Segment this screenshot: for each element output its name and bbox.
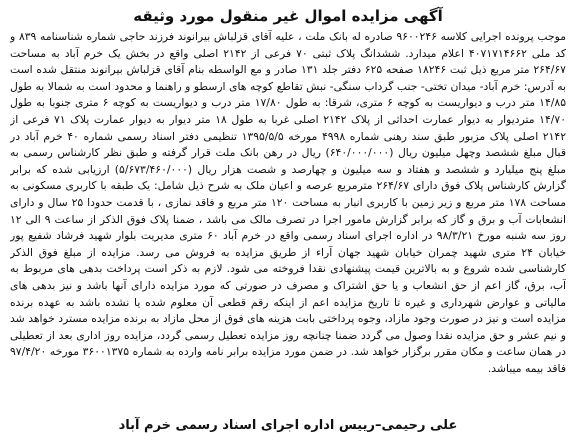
notice-paragraph: موجب پرونده اجرایی کلاسه ۹۶۰۰۲۴۶ صادره له بانک ملت ، علیه آقای قزلباش بیرانوند فرزند حاجی شماره شناسنامه ۸۳۹ و کد ملی ۴۰۷۱۷۱۴۶۶۲ اعلام میدارد. ششدانگ پلاک ثبتی ۷۰ فرعی از ۲۱۴۲ اصلی واقع در بخش یک خرم آباد به مساحت ۲۶۴/۶۷ متر مربع ذیل ثبت ۱۸۲۴۶ صفحه ۶۲۵ دفتر جلد ۱۳۱ صادر و مع الواسطه بنام آقای قزلباش بیرانوند منتقل شده است به آدرس: خرم آباد- میدان تختی- جنب گرداب سنگی- نبش تقاطع کوچه های ارسطو و راهنما و محدود است به شمالا به طول ۱۴/۸۵ متر درب و دیواریست به کوچه ۶ متری، شرقا: به طول ۱۷/۸۰ متر درب و دیواریست به کوچه ۶ متری جنوبا به طول ۱۴/۷۰ متردیوار به دیوار عمارت احداثی از پلاک ۲۱۴۲ اصلی غربا به طول ۱۸ متر دیوار به دیوار عمارت پلاک ۷۱ فرعی از ۲۱۴۲ اصلی پلاک مزبور طبق سند رهنی شماره ۴۹۹۸ مورخه ۱۳۹۵/۵/۵ تنظیمی دفتر اسناد رسمی شماره ۴۰ خرم آباد در قبال مبلغ ششصد وچهل میلیون ریال (۶۴۰/۰۰۰/۰۰۰) ریال در رهن بانک ملت قرار گرفته و طبق نظر کارشناس رسمی به مبلغ پنج میلیارد و ششصد و هفتاد و سه میلیون و چهارصد و شصت هزار ریال (۵/۶۷۳/۴۶۰/۰۰۰) ارزیابی شده که برابر گزارش کارشناس پلاک فوق دارای ۲۶۴/۶۷ مترمربع عرصه و اعیان ملک به شرح ذیل شامل: یک طبقه با کاربری مسکونی به مساحت ۱۷۸ متر مربع و زیر زمین با کاربری انبار به مساحت ۱۲۰ متر مربع و فاقد نمازی ، با قدمت حدودا ۲۵ سال و دارای انشعابات آب و برق و گاز که برابر گزارش مامور اجرا در تصرف مالک می باشد ، ضمنا پلاک فوق الذکر از ساعت ۹ الی ۱۲ روز سه شنبه مورخ ۹۸/۳/۲۱ در اداره اجرای اسناد رسمی واقع در خرم آباد ۶۰ متری مدیریت بلوار شهید فرشاد شفیع پور خیابان ۲۴ متری شهید چمران خیابان شهید جهان آراء از طریق مزایده به فروش می رسد. مزایده از مبلغ فوق الذکر کارشناسی شده شروع و به بالاترین قیمت پیشنهادی نقدا فروخته می شود. لازم به ذکر است پرداخت بدهی های مربوط به آب، برق، گاز اعم از حق انشعاب و یا حق اشتراک و مصرف در صورتی که مورد مزایده دارای آنها باشد و نیز بدهی های مالیاتی و عوارض شهرداری و غیره تا تاریخ مزایده اعم از اینکه رقم قطعی آن معلوم شده یا نشده باشد به عهده برنده مزایده است و نیز در صورت وجود مازاد، وجوه پرداختی بابت هزینه های فوق از محل مازاد به برنده مزایده مسترد خواهد شد و نیم عشر و حق مزایده نقدا وصول می گردد ضمنا چنانچه روز مزایده تعطیل رسمی گردد، مزایده روز اداری بعد از تعطیلی در همان ساعت و مکان مقرر برگزار خواهد شد. در ضمن مورد مزایده برابر نامه وارده به شماره ۳۶۰۰۱۳۷۵ مورخه ۹۷/۴/۲۰ فاقد بیمه میباشد. bbox=[10, 30, 566, 375]
notice-body bbox=[10, 29, 566, 414]
notice-signature: علی رحیمی–رییس اداره اجرای اسناد رسمی خرم آباد bbox=[118, 418, 458, 433]
notice-title: آگهی مزایده اموال غیر منقول مورد وثیقه bbox=[133, 7, 443, 25]
